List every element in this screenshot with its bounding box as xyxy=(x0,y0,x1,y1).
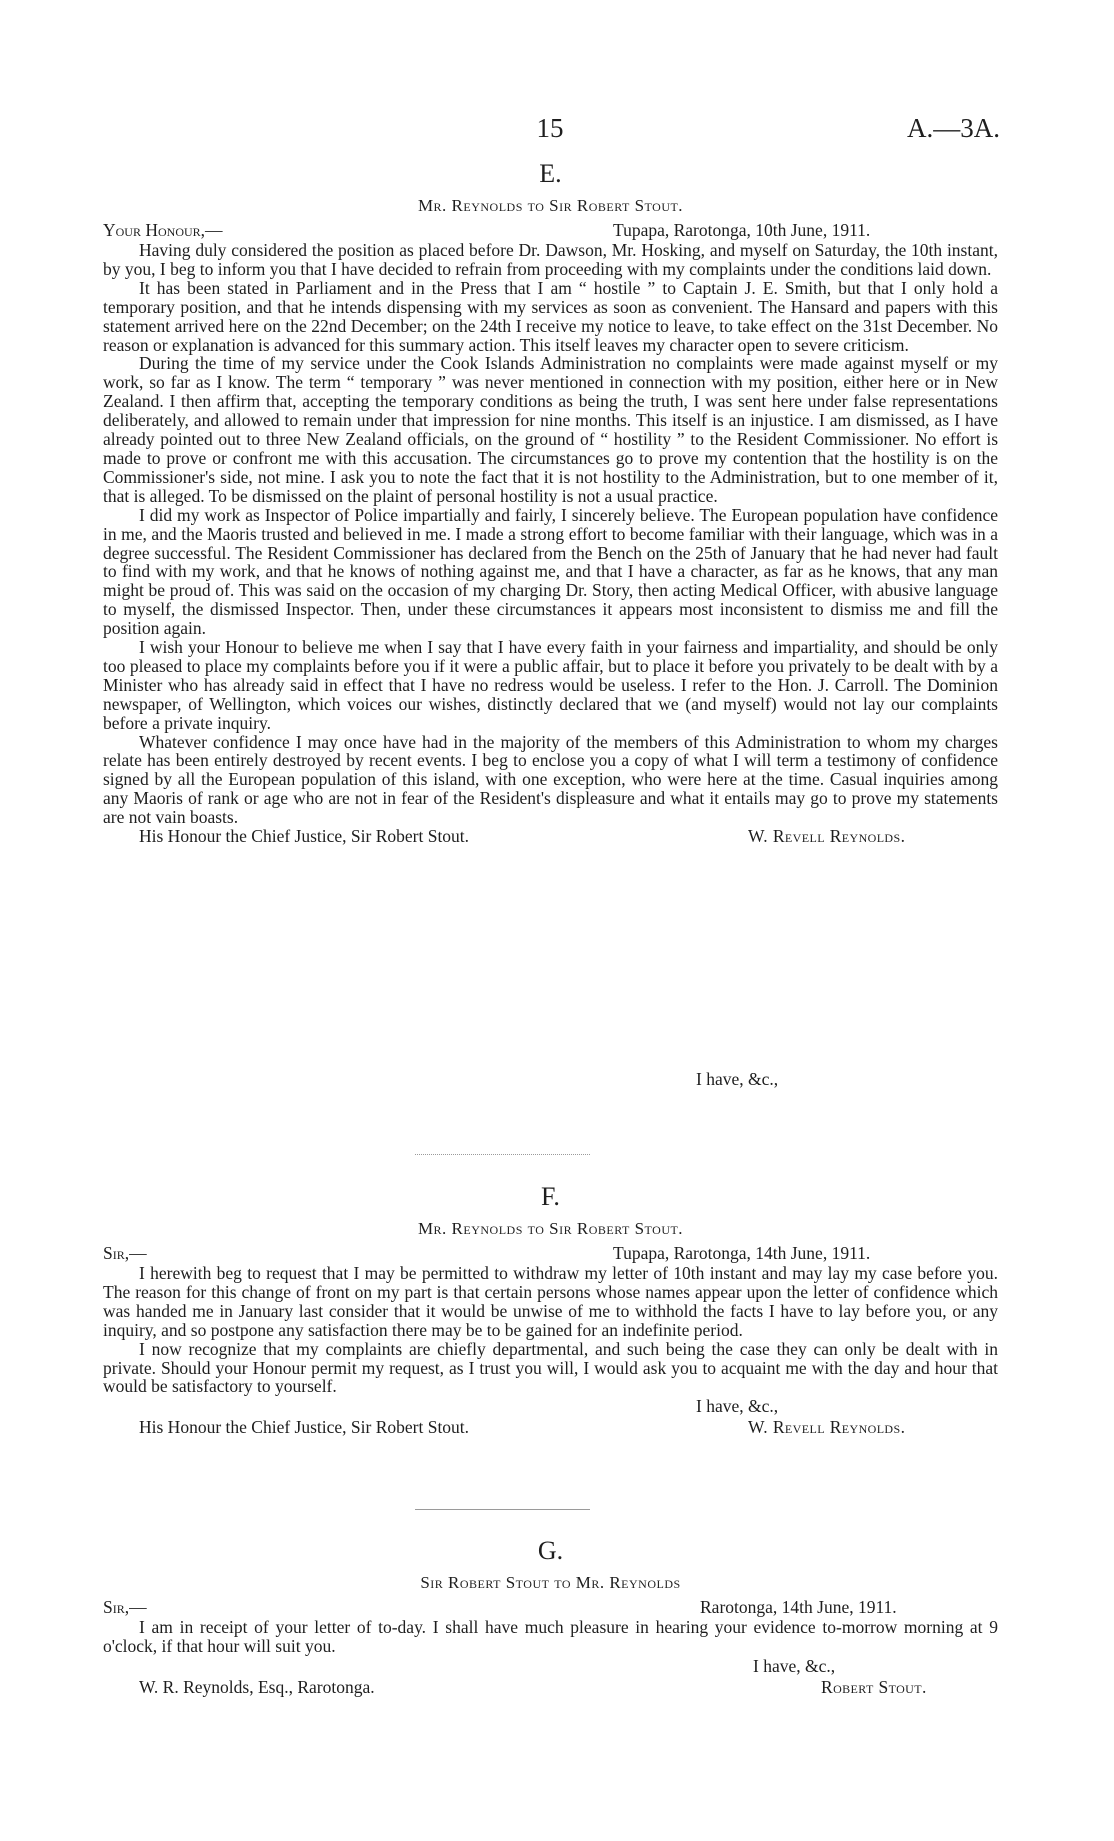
closing-phrase: I have, &c., xyxy=(753,1655,836,1676)
paragraph: Having duly considered the position as placed before Dr. Dawson, Mr. Hosking, and myself on Saturday, the 10th instant, by you, I beg to inform you that I have decided to refrain from proceeding with my complaints under the conditions laid down. xyxy=(103,240,998,279)
paragraph: I am in receipt of your letter of to-day. I shall have much pleasure in hearing your evidence to-morrow morning at 9 o'clock, if that hour will suit you. xyxy=(103,1617,998,1656)
dateline: Tupapa, Rarotonga, 14th June, 1911. xyxy=(613,1243,871,1263)
paragraph: It has been stated in Parliament and in the Press that I am “ hostile ” to Captain J. E. Smith, but that I only hold a temporary position, and that he intends dispensing with my services as soon as convenient. The Hansard and papers with this statement arrived here on the 22nd December; on the 24th I receive my notice to leave, to take effect on the 31st December. No reason or explanation is advanced for this summary action. This itself leaves my character open to severe criticism. xyxy=(103,277,998,355)
salutation: Sir,— xyxy=(103,1243,147,1263)
signature-row xyxy=(103,1676,998,1698)
signature: W. Revell Reynolds. xyxy=(748,826,906,847)
letter-heading: Mr. Reynolds to Sir Robert Stout. xyxy=(417,196,684,215)
paragraph: I herewith beg to request that I may be permitted to withdraw my letter of 10th instant and may lay my case before you. The reason for this change of front on my part is that certain persons whose names appear upon the letter of confidence which was handed me in January last consider that it would be unwise of me to withhold the facts I have to lay before you, or any inquiry, and so postpone any satisfaction there may be to be gained for an indefinite period. xyxy=(103,1263,998,1340)
closing-row xyxy=(103,1656,998,1676)
letter-g xyxy=(103,1537,998,1698)
section-divider xyxy=(415,1509,590,1510)
letter-designation: G. xyxy=(537,1536,564,1565)
closing-row xyxy=(103,825,998,847)
letter-designation: F. xyxy=(541,1182,560,1211)
paragraph: I wish your Honour to believe me when I say that I have every faith in your fairness and impartiality, and should be only too pleased to place my complaints before you if it were a public affair, but to place it before you privately to be dealt with by a Minister who has already said in effect that I have no redress would be useless. I refer to the Hon. J. Carroll. The Dominion newspaper, of Wellington, which voices our wishes, distinctly declared that we (and myself) would not lay our complaints before a private inquiry. xyxy=(103,637,998,733)
salutation-row xyxy=(103,1597,998,1618)
letter-e xyxy=(103,160,998,847)
addressee: W. R. Reynolds, Esq., Rarotonga. xyxy=(139,1676,375,1697)
paper-reference: A.—3A. xyxy=(907,113,1000,143)
dateline: Tupapa, Rarotonga, 10th June, 1911. xyxy=(613,220,871,240)
dateline: Rarotonga, 14th June, 1911. xyxy=(700,1597,897,1617)
closing-row xyxy=(103,1396,998,1416)
salutation: Your Honour,— xyxy=(103,220,223,240)
letter-f xyxy=(103,1183,998,1438)
paragraph: During the time of my service under the Cook Islands Administration no complaints were made against myself or my work, so far as I know. The term “ temporary ” was never mentioned in connection with my position, either here or in New Zealand. I then affirm that, accepting the temporary conditions as being the truth, I was sent here under false representations deliberately, and allowed to remain under that impression for nine months. This itself is an injustice. I am dismissed, as I have already pointed out to three New Zealand officials, on the ground of “ hostility ” to the Resident Commissioner. No effort is made to prove or confront me with this accusation. The circumstances go to prove my contention that the hostility is on the Commissioner's side, not mine. I ask you to note the fact that it is not hostility to the Administration, but to one member of it, that is alleged. To be dismissed on the plaint of personal hostility is not a usual practice. xyxy=(103,353,998,506)
addressee: His Honour the Chief Justice, Sir Robert Stout. xyxy=(139,1417,470,1438)
section-divider xyxy=(415,1154,590,1155)
signature: W. Revell Reynolds. xyxy=(748,1417,906,1438)
letter-heading: Mr. Reynolds to Sir Robert Stout. xyxy=(417,1219,684,1238)
page-number: 15 xyxy=(536,113,564,143)
closing-phrase: I have, &c., xyxy=(696,1396,779,1417)
salutation-row xyxy=(103,220,998,241)
salutation: Sir,— xyxy=(103,1597,147,1617)
letter-heading: Sir Robert Stout to Mr. Reynolds xyxy=(420,1573,681,1592)
letter-designation: E. xyxy=(539,159,562,188)
paragraph: Whatever confidence I may once have had in the majority of the members of this Administration to whom my charges relate has been entirely destroyed by recent events. I beg to enclose you a copy of what I will term a testimony of confidence signed by all the European population of this island, with one exception, who were here at the time. Casual inquiries among any Maoris of rank or age who are not in fear of the Resident's displeasure and what it entails may go to prove my statements are not vain boasts. xyxy=(103,731,998,828)
closing-phrase: I have, &c., xyxy=(696,1069,779,1089)
addressee: His Honour the Chief Justice, Sir Robert Stout. xyxy=(139,826,470,847)
paragraph: I did my work as Inspector of Police impartially and fairly, I sincerely believe. The European population have confidence in me, and the Maoris trusted and believed in me. I made a strong effort to become familiar with their language, which was in a degree successful. The Resident Commissioner has declared from the Bench on the 25th of January that he had never had fault to find with my work, and that he knows of nothing against me, and that I have a character, as far as he knows, that any man might be proud of. This was said on the occasion of my charging Dr. Story, then acting Medical Officer, with abusive language to myself, the dismissed Inspector. Then, under these circumstances it appears most inconsistent to dismiss me and fill the position again. xyxy=(103,504,998,639)
salutation-row xyxy=(103,1243,998,1264)
signature: Robert Stout. xyxy=(821,1676,927,1697)
paragraph: I now recognize that my complaints are chiefly departmental, and such being the case they can only be dealt with in private. Should your Honour permit my request, as I trust you will, I would ask you to acquaint me with the day and hour that would be satisfactory to yourself. xyxy=(103,1338,998,1397)
signature-row xyxy=(103,1416,998,1438)
